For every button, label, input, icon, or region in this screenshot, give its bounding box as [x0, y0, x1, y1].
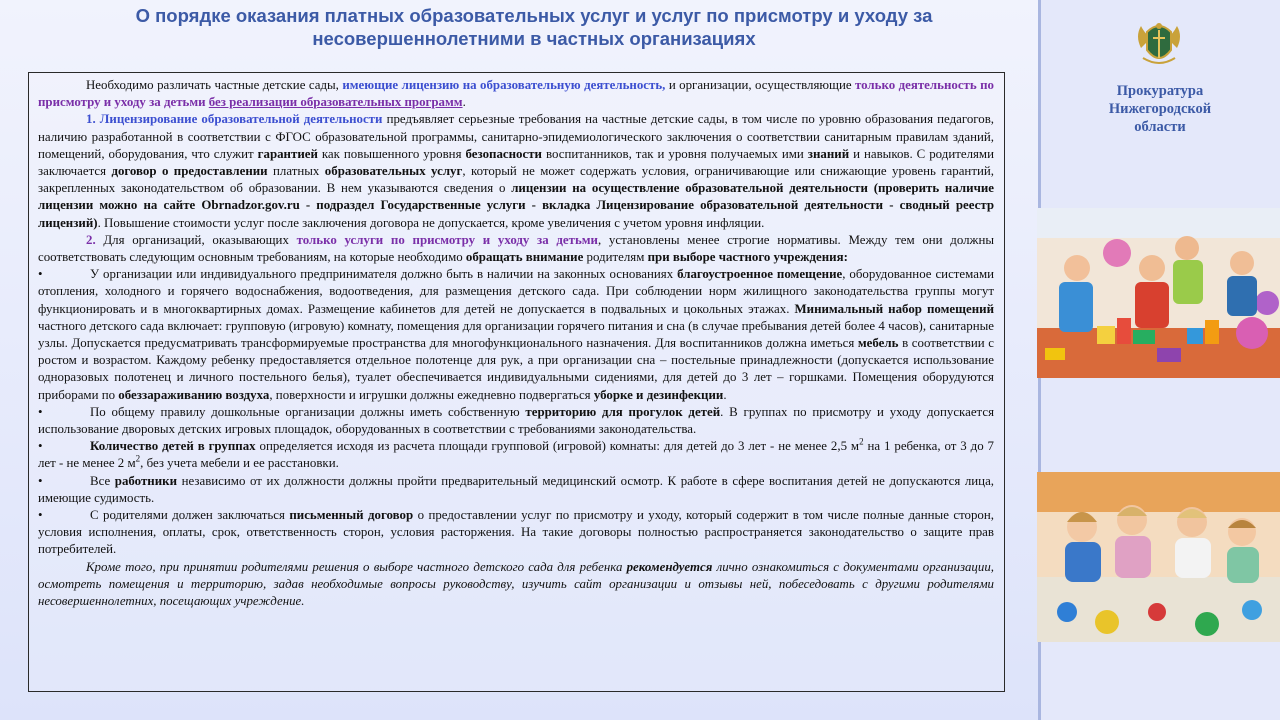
text-run: У организации или индивидуального предпринимателя должно быть в наличии на законных основаниях — [90, 267, 678, 282]
bold-run: уборке и дезинфекции — [593, 387, 724, 402]
list-item-territory — [38, 404, 994, 438]
paragraph-recommendation — [38, 559, 994, 611]
superscript: 2 — [135, 454, 141, 465]
text-run: в соответствии с ростом и возрастом. Каждому ребенку предоставляется отдельное полотенце для рук, а при организации сна – постельные принадлежности (допускается использование одноразовых полотенец и личного постельного белья), туалет обеспечивается индивидуальными сидениями, для детей до 3 лет – горшками. Помещения оборудуются приборами по — [38, 336, 994, 402]
highlight-no-programs: без реализации образовательных программ — [208, 95, 463, 110]
text-run: , который не может содержать условия, ограничивающие или снижающие уровень гарантий, закрепленных законодательством об образовании. В нем указываются сведения о — [38, 164, 994, 196]
text-run: . — [723, 387, 727, 402]
highlight-licensed: имеющие лицензию на образовательную деятельность, — [342, 78, 666, 92]
bullet: • — [38, 267, 43, 282]
bold-run: мебель — [857, 336, 899, 351]
bullet: • — [38, 439, 43, 454]
org-line-1: Прокуратура — [1116, 83, 1204, 99]
list-item-group-size — [38, 438, 994, 472]
bold-run: при выборе частного учреждения: — [647, 250, 848, 265]
bold-run: обращать внимание — [465, 250, 584, 265]
heading-licensing: 1. Лицензирование образовательной деятельности — [86, 112, 383, 127]
heading-number-2: 2. — [86, 232, 96, 247]
text-run: По общему правилу дошкольные организации должны иметь собственную — [90, 404, 526, 419]
text-run: лично ознакомиться с документами организации, осмотреть помещения и территорию, задав необходимые вопросы руководству, изучить сайт организации и отзывы ней, побеседовать с другими родителями несовершеннолетних, посещающих учреждение. — [38, 559, 994, 609]
text-run: Кроме того, при принятии родителями решения о выборе частного детского сада для ребенка — [86, 559, 627, 574]
bold-run: образовательных услуг — [324, 164, 463, 179]
text-run: частного детского сада включает: групповую (игровую) комнату, помещения для организации горячего питания и сна (в случае пребывания детей более 4 часов), санитарные узлы. Допускается предусматривать трансформируемые пространства для многофункционального назначения. Для воспитанников должна иметься — [38, 318, 994, 351]
page-title — [30, 4, 1038, 50]
text-run: . — [462, 95, 466, 110]
bullet: • — [38, 508, 43, 523]
text-run: , оборудованное системами отопления, холодного и горячего водоснабжения, водоотведения, для размещения детского сада. При соблюдении норм жилищного законодательства группы могут функционировать и в многоквартирных домах. Размещение кабинетов для детей не допускается в подвальных и цокольных этажах. — [38, 267, 994, 316]
main-text-box — [28, 72, 1005, 692]
list-item-contract — [38, 507, 994, 559]
text-run: как повышенного уровня — [317, 146, 466, 161]
bold-run: знаний — [807, 146, 850, 161]
text-run: о предоставлении услуг по присмотру и уходу, который содержит в том числе полные данные сторон, условия исполнения, оплаты, срок, ответственность сторон, условия расторжения. На такие договоры полностью распространяется законодательство о защите прав потребителей. — [38, 508, 994, 557]
text-run: , установлены менее строгие нормативы. Между тем они должны соответствовать следующим основным требованиям, на которые необходимо — [38, 232, 995, 265]
bold-run: работники — [114, 473, 178, 488]
text-run: , поверхности и игрушки должны ежедневно подвергаться — [269, 387, 594, 402]
text-run: Необходимо различать частные детские сады, — [86, 78, 343, 92]
highlight-care-services: только услуги по присмотру и уходу за детьми — [296, 232, 598, 247]
bold-run: Количество детей в группах — [90, 439, 256, 454]
prosecutor-emblem-icon — [1131, 18, 1187, 70]
highlight-care-only: только деятельность по присмотру и уходу за детьми — [38, 78, 994, 110]
photo-children-blocks — [1037, 208, 1280, 378]
paragraph-intro — [38, 77, 994, 111]
bold-run: обеззараживанию воздуха — [118, 387, 270, 402]
text-run: предъявляет серьезные требования на частные детские сады, в том числе по уровню образования педагогов, наличию разработанной в соответствии с ФГОС образовательной программы, санитарно-эпидемиологического заключения о соответствии санитарным правилам зданий, помещений, оборудования, что служит — [38, 112, 995, 161]
text-run: С родителями должен заключаться — [90, 508, 290, 523]
title-line-1: О порядке оказания платных образовательных услуг и услуг по присмотру и уходу за — [135, 5, 933, 26]
photo-children-painting — [1037, 472, 1280, 642]
text-run: воспитанников, так и уровня получаемых ими — [541, 146, 808, 161]
text-run: определяется исходя из расчета площади групповой (игровой) комнаты: для детей до 3 лет - не менее 2,5 м — [255, 439, 860, 454]
text-run: . В группах по присмотру и уходу допускается использование дворовых детских игровых площадок, оборудованных в соответствии с требованиями законодательства. — [38, 404, 994, 437]
bold-run: рекомендуется — [626, 559, 713, 574]
bold-run: договор о предоставлении — [111, 164, 268, 179]
superscript: 2 — [859, 436, 864, 447]
title-line-2: несовершеннолетними в частных организациях — [312, 28, 756, 49]
text-run: и навыков. С родителями заключается — [38, 146, 994, 179]
bold-run: письменный договор — [289, 508, 414, 523]
bold-run: территорию для прогулок детей — [525, 404, 721, 419]
text-run: Все — [90, 473, 115, 488]
paragraph-licensing — [38, 111, 994, 231]
bold-license-check: лицензии на осуществление образовательной деятельности (проверить наличие лицензии можно на сайте Obrnadzor.gov.ru - подраздел Государственные услуги - вкладка Лицензирование образовательной деятельности - сводный реестр лицензий) — [38, 181, 994, 230]
bullet: • — [38, 473, 43, 488]
text-run: Для организаций, оказывающих — [95, 232, 297, 247]
paragraph-care-organizations — [38, 232, 994, 266]
organization-name — [1085, 82, 1235, 136]
org-line-2: Нижегородской — [1108, 101, 1212, 117]
text-run: независимо от их должности должны пройти предварительный медицинский осмотр. К работе в сфере воспитания детей не допускаются лица, имеющие судимость. — [38, 473, 995, 505]
text-run: родителям — [583, 250, 648, 265]
text-run: на 1 ребенка, от 3 до 7 лет - не менее 2 м — [38, 439, 994, 471]
bold-run: гарантией — [257, 146, 318, 161]
text-run: . Повышение стоимости услуг после заключения договора не допускается, кроме увеличения с учетом уровня инфляции. — [97, 215, 765, 230]
list-item-premises — [38, 266, 994, 404]
bold-run: Минимальный набор помещений — [794, 301, 994, 316]
text-run: платных — [267, 164, 325, 179]
text-run: , без учета мебели и ее расстановки. — [140, 456, 339, 471]
org-line-3: области — [1134, 119, 1186, 135]
bullet: • — [38, 404, 43, 419]
bold-run: благоустроенное помещение — [677, 267, 843, 282]
text-run: и организации, осуществляющие — [665, 78, 855, 92]
bold-run: безопасности — [465, 146, 542, 161]
list-item-staff — [38, 473, 994, 507]
